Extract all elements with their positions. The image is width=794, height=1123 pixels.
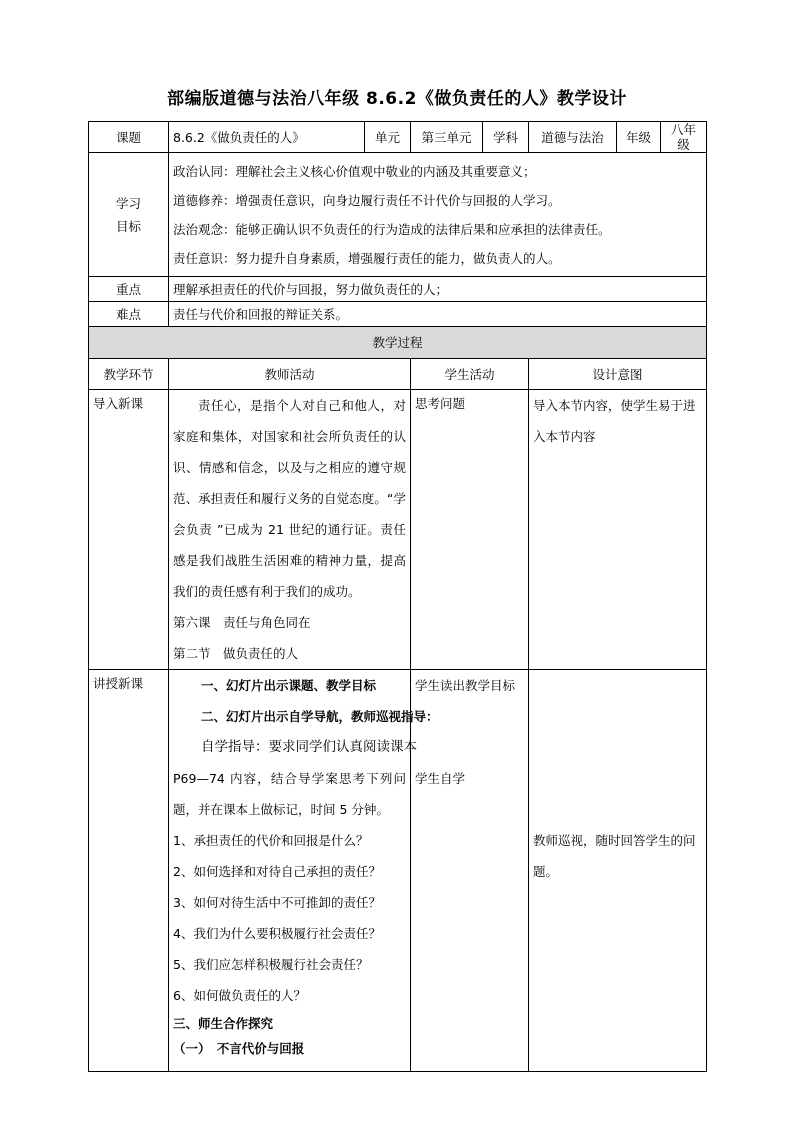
step-3: 三、师生合作探究 xyxy=(173,1016,274,1031)
step-1: 一、幻灯片出示课题、教学目标 xyxy=(201,678,377,693)
goals-label-line2: 目标 xyxy=(115,218,141,234)
info-row xyxy=(89,122,707,153)
intro-student-activity: 思考问题 xyxy=(411,390,529,670)
goal-item: 政治认同：理解社会主义核心价值观中敬业的内涵及其重要意义； xyxy=(173,163,536,179)
new-lesson-stage: 讲授新课 xyxy=(89,670,169,1072)
column-header-student: 学生活动 xyxy=(411,359,529,390)
course-value: 8.6.2《做负责任的人》 xyxy=(169,122,365,153)
column-header-stage: 教学环节 xyxy=(89,359,169,390)
goals-label-line1: 学习 xyxy=(115,195,141,211)
new-lesson-design-intent xyxy=(529,670,707,1072)
intro-lesson-line: 第六课 责任与角色同在 xyxy=(173,615,311,630)
grade-label: 年级 xyxy=(617,122,661,153)
new-lesson-row xyxy=(89,670,707,1072)
key-point-value: 理解承担责任的代价与回报，努力做负责任的人； xyxy=(169,277,707,302)
question-item: 4、我们为什么要积极履行社会责任？ xyxy=(173,926,381,941)
key-point-row xyxy=(89,277,707,302)
step-2: 二、幻灯片出示自学导航，教师巡视指导： xyxy=(201,709,439,724)
unit-value: 第三单元 xyxy=(411,122,483,153)
unit-label: 单元 xyxy=(365,122,411,153)
intro-paragraph: 责任心，是指个人对自己和他人，对家庭和集体，对国家和社会所负责任的认识、情感和信念，以及与之相应的遵守规范、承担责任和履行义务的自觉态度。“学会负责 ”已成为 21 世纪的通行证。责任感是我们战胜生活困难的精神力量，提高我们的责任感有利于我们的成功。 xyxy=(173,398,406,599)
goals-row xyxy=(89,153,707,277)
goal-item: 责任意识：努力提升自身素质，增强履行责任的能力，做负责人的人。 xyxy=(173,250,561,266)
lesson-plan-table xyxy=(88,121,707,1072)
guide-line-1: 自学指导：要求同学们认真阅读课本 xyxy=(201,739,417,755)
difficulty-value: 责任与代价和回报的辩证关系。 xyxy=(169,302,707,327)
process-header-row xyxy=(89,327,707,359)
goal-item: 法治观念：能够正确认识不负责任的行为造成的法律后果和应承担的法律责任。 xyxy=(173,221,611,237)
process-header: 教学过程 xyxy=(89,327,707,359)
subject-label: 学科 xyxy=(483,122,529,153)
column-header-teacher: 教师活动 xyxy=(169,359,411,390)
difficulty-row xyxy=(89,302,707,327)
intro-row xyxy=(89,390,707,670)
grade-value: 八年级 xyxy=(661,122,707,153)
intro-section-line: 第二节 做负责任的人 xyxy=(173,646,299,661)
subject-value: 道德与法治 xyxy=(529,122,617,153)
new-lesson-teacher-activity xyxy=(169,670,439,1072)
difficulty-label: 难点 xyxy=(89,302,169,327)
student-activity-2: 学生自学 xyxy=(415,771,466,786)
key-point-label: 重点 xyxy=(89,277,169,302)
question-item: 3、如何对待生活中不可推卸的责任？ xyxy=(173,895,381,910)
goals-label xyxy=(89,153,169,277)
intro-teacher-activity xyxy=(169,390,411,670)
question-item: 1、承担责任的代价和回报是什么？ xyxy=(173,833,369,848)
guide-line-2: P69—74 内容，结合导学案思考下列问题，并在课本上做标记，时间 5 分钟。 xyxy=(173,771,406,817)
design-intent-2: 教师巡视，随时回答学生的问题。 xyxy=(533,833,696,879)
question-item: 6、如何做负责任的人？ xyxy=(173,988,306,1003)
step-3-sub: （一） 不言代价与回报 xyxy=(173,1041,305,1056)
goals-content xyxy=(169,153,707,277)
intro-stage: 导入新课 xyxy=(89,390,169,670)
question-item: 5、我们应怎样积极履行社会责任？ xyxy=(173,957,369,972)
question-item: 2、如何选择和对待自己承担的责任？ xyxy=(173,864,381,879)
student-activity-1: 学生读出教学目标 xyxy=(415,678,516,693)
column-header-intent: 设计意图 xyxy=(529,359,707,390)
goal-item: 道德修养：增强责任意识，向身边履行责任不计代价与回报的人学习。 xyxy=(173,192,561,208)
column-header-row xyxy=(89,359,707,390)
intro-design-intent: 导入本节内容，使学生易于进入本节内容 xyxy=(529,390,707,670)
course-label: 课题 xyxy=(89,122,169,153)
page-title: 部编版道德与法治八年级 8.6.2《做负责任的人》教学设计 xyxy=(167,89,627,109)
